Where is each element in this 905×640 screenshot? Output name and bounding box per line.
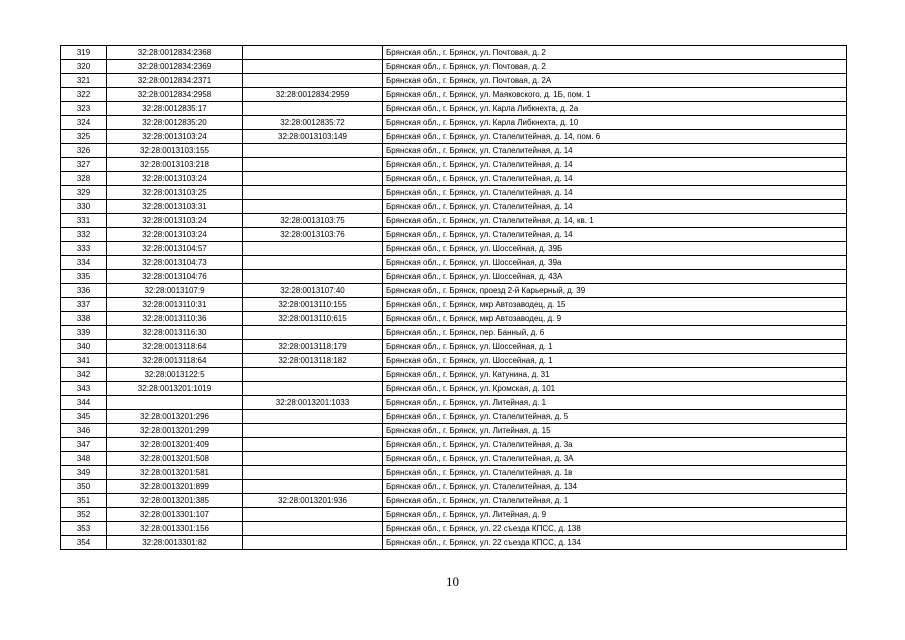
address-cell: Брянская обл., г. Брянск, ул. Сталелитейная, д. 14 — [383, 186, 847, 200]
row-number-cell: 341 — [61, 354, 107, 368]
table-row — [61, 270, 847, 284]
address-cell: Брянская обл., г. Брянск, ул. 22 съезда КПСС, д. 138 — [383, 522, 847, 536]
row-number-cell: 353 — [61, 522, 107, 536]
cadastral-number-cell: 32:28:0012834:2958 — [107, 88, 243, 102]
linked-cadastral-number-cell: 32:28:0013118:182 — [243, 354, 383, 368]
cadastral-number-cell: 32:28:0013103:25 — [107, 186, 243, 200]
table-row — [61, 354, 847, 368]
table-row — [61, 172, 847, 186]
table-row — [61, 60, 847, 74]
cadastral-number-cell: 32:28:0013103:24 — [107, 214, 243, 228]
linked-cadastral-number-cell — [243, 536, 383, 550]
linked-cadastral-number-cell: 32:28:0013118:179 — [243, 340, 383, 354]
linked-cadastral-number-cell: 32:28:0013201:936 — [243, 494, 383, 508]
linked-cadastral-number-cell — [243, 382, 383, 396]
cadastral-number-cell: 32:28:0013122:5 — [107, 368, 243, 382]
cadastral-number-cell: 32:28:0013104:57 — [107, 242, 243, 256]
table-row — [61, 242, 847, 256]
row-number-cell: 348 — [61, 452, 107, 466]
registry-table — [60, 45, 847, 550]
row-number-cell: 322 — [61, 88, 107, 102]
row-number-cell: 319 — [61, 46, 107, 60]
cadastral-number-cell: 32:28:0013118:64 — [107, 340, 243, 354]
address-cell: Брянская обл., г. Брянск, проезд 2-й Карьерный, д. 39 — [383, 284, 847, 298]
address-cell: Брянская обл., г. Брянск, ул. Шоссейная, д. 1 — [383, 354, 847, 368]
table-row — [61, 130, 847, 144]
row-number-cell: 333 — [61, 242, 107, 256]
linked-cadastral-number-cell: 32:28:0013103:76 — [243, 228, 383, 242]
page-number: 10 — [446, 574, 459, 589]
linked-cadastral-number-cell: 32:28:0012834:2959 — [243, 88, 383, 102]
linked-cadastral-number-cell — [243, 172, 383, 186]
row-number-cell: 339 — [61, 326, 107, 340]
linked-cadastral-number-cell — [243, 46, 383, 60]
cadastral-number-cell — [107, 396, 243, 410]
cadastral-number-cell: 32:28:0013201:299 — [107, 424, 243, 438]
row-number-cell: 338 — [61, 312, 107, 326]
row-number-cell: 343 — [61, 382, 107, 396]
table-row — [61, 144, 847, 158]
table-row — [61, 508, 847, 522]
row-number-cell: 324 — [61, 116, 107, 130]
row-number-cell: 342 — [61, 368, 107, 382]
linked-cadastral-number-cell — [243, 102, 383, 116]
cadastral-number-cell: 32:28:0013103:24 — [107, 228, 243, 242]
table-row — [61, 536, 847, 550]
cadastral-number-cell: 32:28:0013201:899 — [107, 480, 243, 494]
table-row — [61, 102, 847, 116]
linked-cadastral-number-cell: 32:28:0013110:615 — [243, 312, 383, 326]
row-number-cell: 351 — [61, 494, 107, 508]
cadastral-number-cell: 32:28:0013116:30 — [107, 326, 243, 340]
table-row — [61, 116, 847, 130]
registry-table-body — [61, 46, 847, 550]
cadastral-number-cell: 32:28:0012835:17 — [107, 102, 243, 116]
linked-cadastral-number-cell — [243, 480, 383, 494]
linked-cadastral-number-cell: 32:28:0012835:72 — [243, 116, 383, 130]
row-number-cell: 330 — [61, 200, 107, 214]
linked-cadastral-number-cell — [243, 466, 383, 480]
linked-cadastral-number-cell — [243, 410, 383, 424]
address-cell: Брянская обл., г. Брянск, ул. Сталелитейная, д. 5 — [383, 410, 847, 424]
cadastral-number-cell: 32:28:0012834:2371 — [107, 74, 243, 88]
address-cell: Брянская обл., г. Брянск, ул. Литейная, д. 1 — [383, 396, 847, 410]
linked-cadastral-number-cell — [243, 424, 383, 438]
row-number-cell: 328 — [61, 172, 107, 186]
address-cell: Брянская обл., г. Брянск, ул. Сталелитейная, д. 3а — [383, 438, 847, 452]
row-number-cell: 326 — [61, 144, 107, 158]
address-cell: Брянская обл., г. Брянск, ул. Маяковского, д. 1Б, пом. 1 — [383, 88, 847, 102]
linked-cadastral-number-cell — [243, 508, 383, 522]
linked-cadastral-number-cell — [243, 326, 383, 340]
table-row — [61, 74, 847, 88]
address-cell: Брянская обл., г. Брянск, мкр Автозаводец, д. 9 — [383, 312, 847, 326]
linked-cadastral-number-cell: 32:28:0013103:149 — [243, 130, 383, 144]
row-number-cell: 321 — [61, 74, 107, 88]
table-row — [61, 200, 847, 214]
table-row — [61, 382, 847, 396]
table-row — [61, 424, 847, 438]
linked-cadastral-number-cell — [243, 144, 383, 158]
cadastral-number-cell: 32:28:0012835:20 — [107, 116, 243, 130]
address-cell: Брянская обл., г. Брянск, ул. 22 съезда КПСС, д. 134 — [383, 536, 847, 550]
table-row — [61, 438, 847, 452]
cadastral-number-cell: 32:28:0013201:296 — [107, 410, 243, 424]
row-number-cell: 335 — [61, 270, 107, 284]
table-row — [61, 396, 847, 410]
row-number-cell: 340 — [61, 340, 107, 354]
cadastral-number-cell: 32:28:0013201:508 — [107, 452, 243, 466]
row-number-cell: 346 — [61, 424, 107, 438]
address-cell: Брянская обл., г. Брянск, ул. Сталелитейная, д. 14, кв. 1 — [383, 214, 847, 228]
address-cell: Брянская обл., г. Брянск, ул. Шоссейная, д. 43А — [383, 270, 847, 284]
linked-cadastral-number-cell — [243, 522, 383, 536]
cadastral-number-cell: 32:28:0013301:82 — [107, 536, 243, 550]
table-row — [61, 46, 847, 60]
table-row — [61, 312, 847, 326]
linked-cadastral-number-cell: 32:28:0013103:75 — [243, 214, 383, 228]
table-row — [61, 410, 847, 424]
table-row — [61, 284, 847, 298]
cadastral-number-cell: 32:28:0012834:2368 — [107, 46, 243, 60]
linked-cadastral-number-cell: 32:28:0013107:40 — [243, 284, 383, 298]
row-number-cell: 323 — [61, 102, 107, 116]
table-row — [61, 256, 847, 270]
cadastral-number-cell: 32:28:0013110:36 — [107, 312, 243, 326]
table-row — [61, 186, 847, 200]
address-cell: Брянская обл., г. Брянск, ул. Почтовая, д. 2А — [383, 74, 847, 88]
address-cell: Брянская обл., г. Брянск, ул. Сталелитейная, д. 14 — [383, 144, 847, 158]
address-cell: Брянская обл., г. Брянск, ул. Почтовая, д. 2 — [383, 60, 847, 74]
linked-cadastral-number-cell — [243, 368, 383, 382]
linked-cadastral-number-cell — [243, 200, 383, 214]
linked-cadastral-number-cell — [243, 60, 383, 74]
table-row — [61, 340, 847, 354]
row-number-cell: 354 — [61, 536, 107, 550]
address-cell: Брянская обл., г. Брянск, ул. Сталелитейная, д. 1 — [383, 494, 847, 508]
cadastral-number-cell: 32:28:0013201:1019 — [107, 382, 243, 396]
cadastral-number-cell: 32:28:0013104:73 — [107, 256, 243, 270]
address-cell: Брянская обл., г. Брянск, ул. Литейная, д. 9 — [383, 508, 847, 522]
cadastral-number-cell: 32:28:0013201:385 — [107, 494, 243, 508]
row-number-cell: 347 — [61, 438, 107, 452]
linked-cadastral-number-cell — [243, 242, 383, 256]
cadastral-number-cell: 32:28:0013103:155 — [107, 144, 243, 158]
address-cell: Брянская обл., г. Брянск, ул. Катунина, д. 31 — [383, 368, 847, 382]
address-cell: Брянская обл., г. Брянск, ул. Сталелитейная, д. 14 — [383, 200, 847, 214]
address-cell: Брянская обл., г. Брянск, ул. Сталелитейная, д. 14 — [383, 172, 847, 186]
address-cell: Брянская обл., г. Брянск, пер. Банный, д. 6 — [383, 326, 847, 340]
cadastral-number-cell: 32:28:0013103:31 — [107, 200, 243, 214]
row-number-cell: 334 — [61, 256, 107, 270]
cadastral-number-cell: 32:28:0013301:107 — [107, 508, 243, 522]
linked-cadastral-number-cell: 32:28:0013201:1033 — [243, 396, 383, 410]
address-cell: Брянская обл., г. Брянск, ул. Почтовая, д. 2 — [383, 46, 847, 60]
row-number-cell: 344 — [61, 396, 107, 410]
linked-cadastral-number-cell: 32:28:0013110:155 — [243, 298, 383, 312]
cadastral-number-cell: 32:28:0013301:156 — [107, 522, 243, 536]
cadastral-number-cell: 32:28:0013103:218 — [107, 158, 243, 172]
table-row — [61, 480, 847, 494]
address-cell: Брянская обл., г. Брянск, ул. Сталелитейная, д. 14, пом. 6 — [383, 130, 847, 144]
address-cell: Брянская обл., г. Брянск, ул. Карла Либкнехта, д. 10 — [383, 116, 847, 130]
row-number-cell: 345 — [61, 410, 107, 424]
linked-cadastral-number-cell — [243, 74, 383, 88]
address-cell: Брянская обл., г. Брянск, ул. Кромская, д. 101 — [383, 382, 847, 396]
cadastral-number-cell: 32:28:0012834:2369 — [107, 60, 243, 74]
cadastral-number-cell: 32:28:0013103:24 — [107, 130, 243, 144]
table-row — [61, 158, 847, 172]
row-number-cell: 352 — [61, 508, 107, 522]
table-row — [61, 452, 847, 466]
cadastral-number-cell: 32:28:0013201:409 — [107, 438, 243, 452]
address-cell: Брянская обл., г. Брянск, ул. Литейная, д. 15 — [383, 424, 847, 438]
row-number-cell: 349 — [61, 466, 107, 480]
table-row — [61, 88, 847, 102]
table-row — [61, 228, 847, 242]
linked-cadastral-number-cell — [243, 438, 383, 452]
row-number-cell: 336 — [61, 284, 107, 298]
cadastral-number-cell: 32:28:0013201:581 — [107, 466, 243, 480]
linked-cadastral-number-cell — [243, 452, 383, 466]
table-row — [61, 326, 847, 340]
cadastral-number-cell: 32:28:0013103:24 — [107, 172, 243, 186]
row-number-cell: 320 — [61, 60, 107, 74]
address-cell: Брянская обл., г. Брянск, ул. Сталелитейная, д. 14 — [383, 158, 847, 172]
table-row — [61, 466, 847, 480]
address-cell: Брянская обл., г. Брянск, ул. Сталелитейная, д. 14 — [383, 228, 847, 242]
linked-cadastral-number-cell — [243, 186, 383, 200]
address-cell: Брянская обл., г. Брянск, ул. Сталелитейная, д. 1в — [383, 466, 847, 480]
address-cell: Брянская обл., г. Брянск, ул. Шоссейная, д. 39а — [383, 256, 847, 270]
table-row — [61, 494, 847, 508]
row-number-cell: 350 — [61, 480, 107, 494]
address-cell: Брянская обл., г. Брянск, ул. Карла Либкнехта, д. 2а — [383, 102, 847, 116]
row-number-cell: 331 — [61, 214, 107, 228]
cadastral-number-cell: 32:28:0013107:9 — [107, 284, 243, 298]
linked-cadastral-number-cell — [243, 256, 383, 270]
address-cell: Брянская обл., г. Брянск, ул. Шоссейная, д. 39Б — [383, 242, 847, 256]
cadastral-number-cell: 32:28:0013110:31 — [107, 298, 243, 312]
address-cell: Брянская обл., г. Брянск, мкр Автозаводец, д. 15 — [383, 298, 847, 312]
address-cell: Брянская обл., г. Брянск, ул. Сталелитейная, д. 134 — [383, 480, 847, 494]
row-number-cell: 325 — [61, 130, 107, 144]
row-number-cell: 327 — [61, 158, 107, 172]
cadastral-number-cell: 32:28:0013104:76 — [107, 270, 243, 284]
row-number-cell: 337 — [61, 298, 107, 312]
address-cell: Брянская обл., г. Брянск, ул. Сталелитейная, д. 3А — [383, 452, 847, 466]
address-cell: Брянская обл., г. Брянск, ул. Шоссейная, д. 1 — [383, 340, 847, 354]
cadastral-number-cell: 32:28:0013118:64 — [107, 354, 243, 368]
table-row — [61, 522, 847, 536]
table-row — [61, 298, 847, 312]
row-number-cell: 332 — [61, 228, 107, 242]
table-row — [61, 214, 847, 228]
linked-cadastral-number-cell — [243, 270, 383, 284]
row-number-cell: 329 — [61, 186, 107, 200]
table-row — [61, 368, 847, 382]
linked-cadastral-number-cell — [243, 158, 383, 172]
